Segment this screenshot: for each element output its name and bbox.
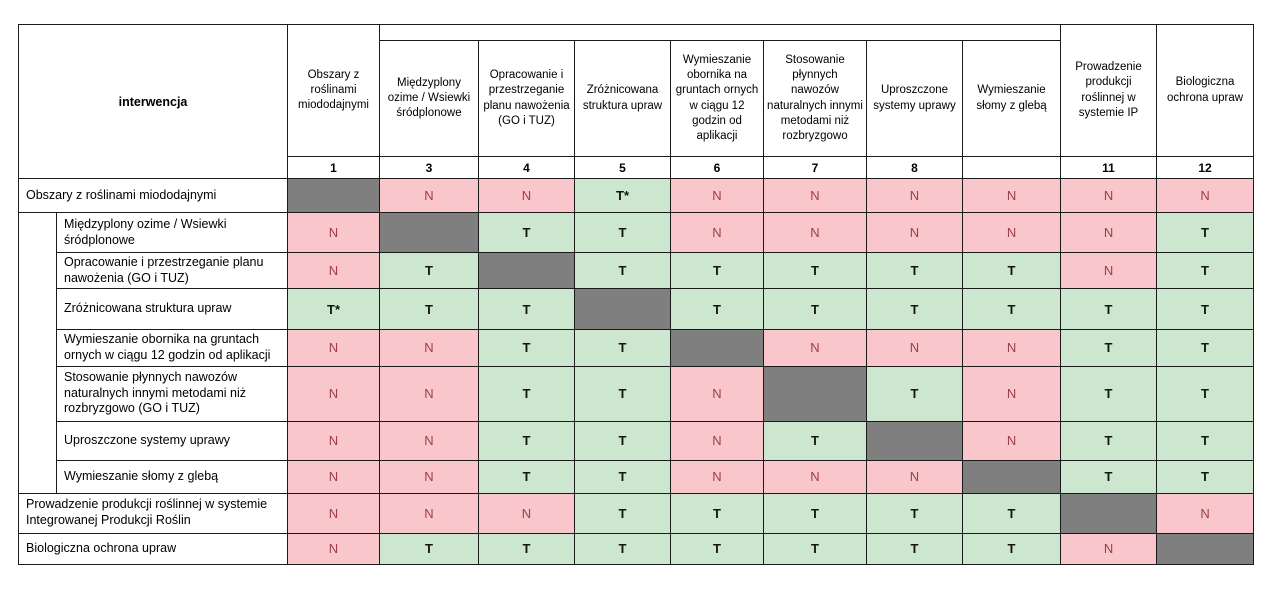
intervention-matrix-table bbox=[18, 24, 1254, 565]
matrix-cell-no: N bbox=[1157, 493, 1254, 533]
matrix-cell-yes: T bbox=[764, 253, 867, 289]
matrix-cell-no: N bbox=[380, 493, 479, 533]
matrix-cell-yes: T bbox=[963, 493, 1061, 533]
matrix-row bbox=[19, 330, 1254, 366]
diagonal-cell bbox=[1061, 493, 1157, 533]
matrix-cell-yes: T bbox=[380, 289, 479, 330]
matrix-cell-no: N bbox=[380, 460, 479, 493]
matrix-cell-yes: T bbox=[764, 533, 867, 564]
matrix-row bbox=[19, 213, 1254, 253]
matrix-cell-no: N bbox=[380, 366, 479, 421]
matrix-cell-yes: T bbox=[1061, 289, 1157, 330]
diagonal-cell bbox=[671, 330, 764, 366]
matrix-cell-yes: T bbox=[479, 330, 575, 366]
indent-spacer bbox=[19, 213, 57, 494]
matrix-cell-no: N bbox=[764, 330, 867, 366]
matrix-cell-yes: T bbox=[1061, 421, 1157, 460]
matrix-cell-yes: T bbox=[479, 289, 575, 330]
matrix-cell-yes: T bbox=[1157, 460, 1254, 493]
row-label: Prowadzenie produkcji roślinnej w systemie Integrowanej Produkcji Roślin bbox=[19, 493, 288, 533]
matrix-cell-yes: T bbox=[671, 289, 764, 330]
matrix-cell-yes: T bbox=[764, 289, 867, 330]
row-label: Wymieszanie obornika na gruntach ornych w ciągu 12 godzin od aplikacji bbox=[57, 330, 288, 366]
col-number: 5 bbox=[575, 157, 671, 179]
matrix-cell-yes: T bbox=[479, 533, 575, 564]
col-number bbox=[963, 157, 1061, 179]
col-number: 7 bbox=[764, 157, 867, 179]
matrix-cell-yes: T bbox=[1157, 330, 1254, 366]
matrix-cell-yes: T bbox=[671, 493, 764, 533]
matrix-cell-no: N bbox=[963, 330, 1061, 366]
matrix-cell-yes: T bbox=[575, 330, 671, 366]
matrix-cell-yes: T bbox=[671, 533, 764, 564]
matrix-cell-no: N bbox=[288, 213, 380, 253]
col-number: 4 bbox=[479, 157, 575, 179]
matrix-cell-no: N bbox=[288, 253, 380, 289]
matrix-cell-no: N bbox=[288, 421, 380, 460]
matrix-cell-yes: T bbox=[575, 533, 671, 564]
matrix-row bbox=[19, 179, 1254, 213]
diagonal-cell bbox=[575, 289, 671, 330]
matrix-cell-yes: T bbox=[575, 421, 671, 460]
col-number: 8 bbox=[867, 157, 963, 179]
matrix-cell-yes: T bbox=[671, 253, 764, 289]
col-number: 1 bbox=[288, 157, 380, 179]
matrix-cell-yes: T bbox=[764, 493, 867, 533]
matrix-cell-no: N bbox=[288, 533, 380, 564]
matrix-row bbox=[19, 421, 1254, 460]
matrix-cell-no: N bbox=[867, 330, 963, 366]
matrix-cell-no: N bbox=[288, 460, 380, 493]
matrix-cell-no: N bbox=[963, 366, 1061, 421]
matrix-cell-yes: T bbox=[764, 421, 867, 460]
matrix-cell-yes: T bbox=[575, 366, 671, 421]
diagonal-cell bbox=[1157, 533, 1254, 564]
matrix-cell-no: N bbox=[671, 366, 764, 421]
matrix-cell-yes: T bbox=[867, 253, 963, 289]
row-label: Obszary z roślinami miododajnymi bbox=[19, 179, 288, 213]
matrix-cell-no: N bbox=[671, 179, 764, 213]
matrix-cell-yes: T bbox=[380, 253, 479, 289]
matrix-cell-yes: T bbox=[1061, 330, 1157, 366]
diagonal-cell bbox=[479, 253, 575, 289]
matrix-cell-no: N bbox=[288, 330, 380, 366]
matrix-cell-yes: T* bbox=[575, 179, 671, 213]
matrix-cell-yes: T bbox=[963, 533, 1061, 564]
matrix-cell-yes: T bbox=[380, 533, 479, 564]
matrix-cell-yes: T bbox=[1157, 253, 1254, 289]
diagonal-cell bbox=[288, 179, 380, 213]
matrix-cell-no: N bbox=[764, 179, 867, 213]
matrix-cell-yes: T bbox=[575, 493, 671, 533]
matrix-row bbox=[19, 493, 1254, 533]
matrix-cell-no: N bbox=[479, 179, 575, 213]
matrix-cell-no: N bbox=[671, 421, 764, 460]
matrix-header bbox=[19, 25, 1254, 179]
matrix-cell-yes: T* bbox=[288, 289, 380, 330]
matrix-cell-yes: T bbox=[1157, 289, 1254, 330]
diagonal-cell bbox=[963, 460, 1061, 493]
matrix-row bbox=[19, 366, 1254, 421]
matrix-cell-no: N bbox=[671, 460, 764, 493]
matrix-cell-yes: T bbox=[1157, 366, 1254, 421]
matrix-cell-yes: T bbox=[1157, 213, 1254, 253]
col-number: 12 bbox=[1157, 157, 1254, 179]
matrix-cell-no: N bbox=[963, 421, 1061, 460]
matrix-cell-yes: T bbox=[575, 213, 671, 253]
row-label: Biologiczna ochrona upraw bbox=[19, 533, 288, 564]
matrix-cell-yes: T bbox=[963, 289, 1061, 330]
col-header-3: Międzyplony ozime / Wsiewki śródplonowe bbox=[380, 41, 479, 157]
col-header-slomy: Wymieszanie słomy z glebą bbox=[963, 41, 1061, 157]
matrix-cell-yes: T bbox=[867, 366, 963, 421]
matrix-cell-no: N bbox=[1061, 253, 1157, 289]
matrix-cell-no: N bbox=[867, 213, 963, 253]
matrix-row bbox=[19, 253, 1254, 289]
matrix-cell-yes: T bbox=[867, 533, 963, 564]
header-strip-cell bbox=[380, 25, 1061, 41]
row-label: Międzyplony ozime / Wsiewki śródplonowe bbox=[57, 213, 288, 253]
matrix-cell-yes: T bbox=[1061, 366, 1157, 421]
matrix-cell-no: N bbox=[380, 330, 479, 366]
matrix-cell-no: N bbox=[764, 460, 867, 493]
matrix-cell-yes: T bbox=[1061, 460, 1157, 493]
diagonal-cell bbox=[867, 421, 963, 460]
matrix-cell-no: N bbox=[867, 179, 963, 213]
col-header-6: Wymieszanie obornika na gruntach ornych w ciągu 12 godzin od aplikacji bbox=[671, 41, 764, 157]
matrix-cell-yes: T bbox=[479, 213, 575, 253]
diagonal-cell bbox=[380, 213, 479, 253]
matrix-cell-no: N bbox=[1157, 179, 1254, 213]
col-header-7: Stosowanie płynnych nawozów naturalnych innymi metodami niż rozbryzgowo bbox=[764, 41, 867, 157]
matrix-cell-no: N bbox=[479, 493, 575, 533]
corner-cell: interwencja bbox=[19, 25, 288, 179]
col-header-5: Zróżnicowana struktura upraw bbox=[575, 41, 671, 157]
row-label: Opracowanie i przestrzeganie planu nawożenia (GO i TUZ) bbox=[57, 253, 288, 289]
matrix-cell-no: N bbox=[288, 493, 380, 533]
matrix-cell-no: N bbox=[963, 179, 1061, 213]
matrix-row bbox=[19, 533, 1254, 564]
row-label: Wymieszanie słomy z glebą bbox=[57, 460, 288, 493]
matrix-cell-no: N bbox=[380, 179, 479, 213]
matrix-row bbox=[19, 460, 1254, 493]
col-header-4: Opracowanie i przestrzeganie planu nawożenia (GO i TUZ) bbox=[479, 41, 575, 157]
row-label: Stosowanie płynnych nawozów naturalnych innymi metodami niż rozbryzgowo (GO i TUZ) bbox=[57, 366, 288, 421]
col-header-8: Uproszczone systemy uprawy bbox=[867, 41, 963, 157]
matrix-cell-no: N bbox=[867, 460, 963, 493]
matrix-cell-yes: T bbox=[479, 460, 575, 493]
matrix-cell-no: N bbox=[288, 366, 380, 421]
matrix-cell-no: N bbox=[671, 213, 764, 253]
row-label: Zróżnicowana struktura upraw bbox=[57, 289, 288, 330]
col-number: 11 bbox=[1061, 157, 1157, 179]
diagonal-cell bbox=[764, 366, 867, 421]
matrix-row bbox=[19, 289, 1254, 330]
matrix-cell-yes: T bbox=[479, 421, 575, 460]
col-number: 6 bbox=[671, 157, 764, 179]
matrix-cell-yes: T bbox=[1157, 421, 1254, 460]
matrix-cell-no: N bbox=[764, 213, 867, 253]
matrix-cell-yes: T bbox=[867, 493, 963, 533]
col-number: 3 bbox=[380, 157, 479, 179]
matrix-body bbox=[19, 179, 1254, 565]
matrix-cell-yes: T bbox=[963, 253, 1061, 289]
row-label: Uproszczone systemy uprawy bbox=[57, 421, 288, 460]
matrix-cell-no: N bbox=[1061, 533, 1157, 564]
col-header-11: Prowadzenie produkcji roślinnej w systemie IP bbox=[1061, 25, 1157, 157]
matrix-cell-yes: T bbox=[867, 289, 963, 330]
col-header-12: Biologiczna ochrona upraw bbox=[1157, 25, 1254, 157]
matrix-cell-no: N bbox=[1061, 213, 1157, 253]
header-strip-row bbox=[19, 25, 1254, 41]
matrix-cell-no: N bbox=[1061, 179, 1157, 213]
matrix-cell-yes: T bbox=[575, 253, 671, 289]
col-header-1: Obszary z roślinami miododajnymi bbox=[288, 25, 380, 157]
matrix-cell-no: N bbox=[380, 421, 479, 460]
matrix-cell-yes: T bbox=[479, 366, 575, 421]
matrix-cell-no: N bbox=[963, 213, 1061, 253]
matrix-cell-yes: T bbox=[575, 460, 671, 493]
